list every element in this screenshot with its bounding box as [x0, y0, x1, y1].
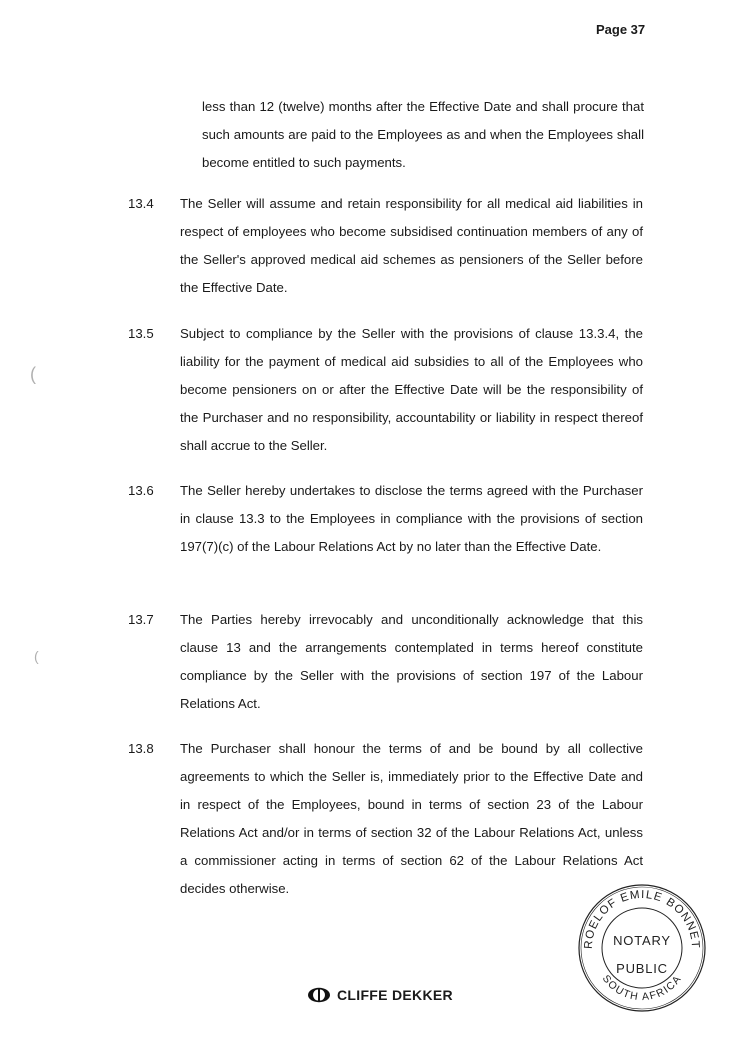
- scan-mark: (: [34, 648, 39, 664]
- seal-bottom-text: SOUTH AFRICA: [599, 972, 685, 1004]
- scan-mark: (: [30, 364, 36, 384]
- seal-line-2: PUBLIC: [616, 961, 668, 976]
- clause-text: The Parties hereby irrevocably and unconditionally acknowledge that this clause 13 and the arrangements contemplated in terms hereof constitute compliance by the Seller with the provisions of section 197 of the Labour Relations Act.: [180, 612, 643, 711]
- clause-continuation-text: less than 12 (twelve) months after the Effective Date and shall procure that such amounts are paid to the Employees as and when the Employees shall become entitled to such payments.: [202, 99, 644, 170]
- footer-brand-name: CLIFFE DEKKER: [337, 987, 453, 1003]
- page-number: Page 37: [596, 22, 646, 37]
- clause-text: The Seller hereby undertakes to disclose the terms agreed with the Purchaser in clause 13.3 to the Employees in compliance with the provisions of section 197(7)(c) of the Labour Relations Act by no later than the Effective Date.: [180, 483, 643, 554]
- seal-ring-text: ROELOF EMILE BONNET: [582, 888, 702, 950]
- clause-text: The Seller will assume and retain responsibility for all medical aid liabilities in respect of employees who become subsidised continuation members of any of the Seller's approved medical aid schemes as pensioners of the Seller before the Effective Date.: [180, 196, 643, 295]
- seal-line-1: NOTARY: [613, 933, 671, 948]
- clause-number: 13.6: [128, 483, 154, 498]
- clause-number: 13.8: [128, 741, 154, 756]
- clause-number: 13.4: [128, 196, 154, 211]
- notary-seal: [577, 883, 707, 1013]
- cliffe-dekker-logo-icon: [307, 987, 331, 1003]
- clause-text: The Purchaser shall honour the terms of and be bound by all collective agreements to which the Seller is, immediately prior to the Effective Date and in respect of the Employees, bound in terms of section 23 of the Labour Relations Act and/or in terms of section 32 of the Labour Relations Act, unless a commissioner acting in terms of section 62 of the Labour Relations Act decides otherwise.: [180, 741, 643, 896]
- clause-number: 13.5: [128, 326, 154, 341]
- clause-text: Subject to compliance by the Seller with the provisions of clause 13.3.4, the liability for the payment of medical aid subsidies to all of the Employees who become pensioners on or after the Effective Date will be the responsibility of the Purchaser and no responsibility, accountability or liability in respect thereof shall accrue to the Seller.: [180, 326, 643, 453]
- clause-number: 13.7: [128, 612, 154, 627]
- footer-brand: [307, 987, 453, 1003]
